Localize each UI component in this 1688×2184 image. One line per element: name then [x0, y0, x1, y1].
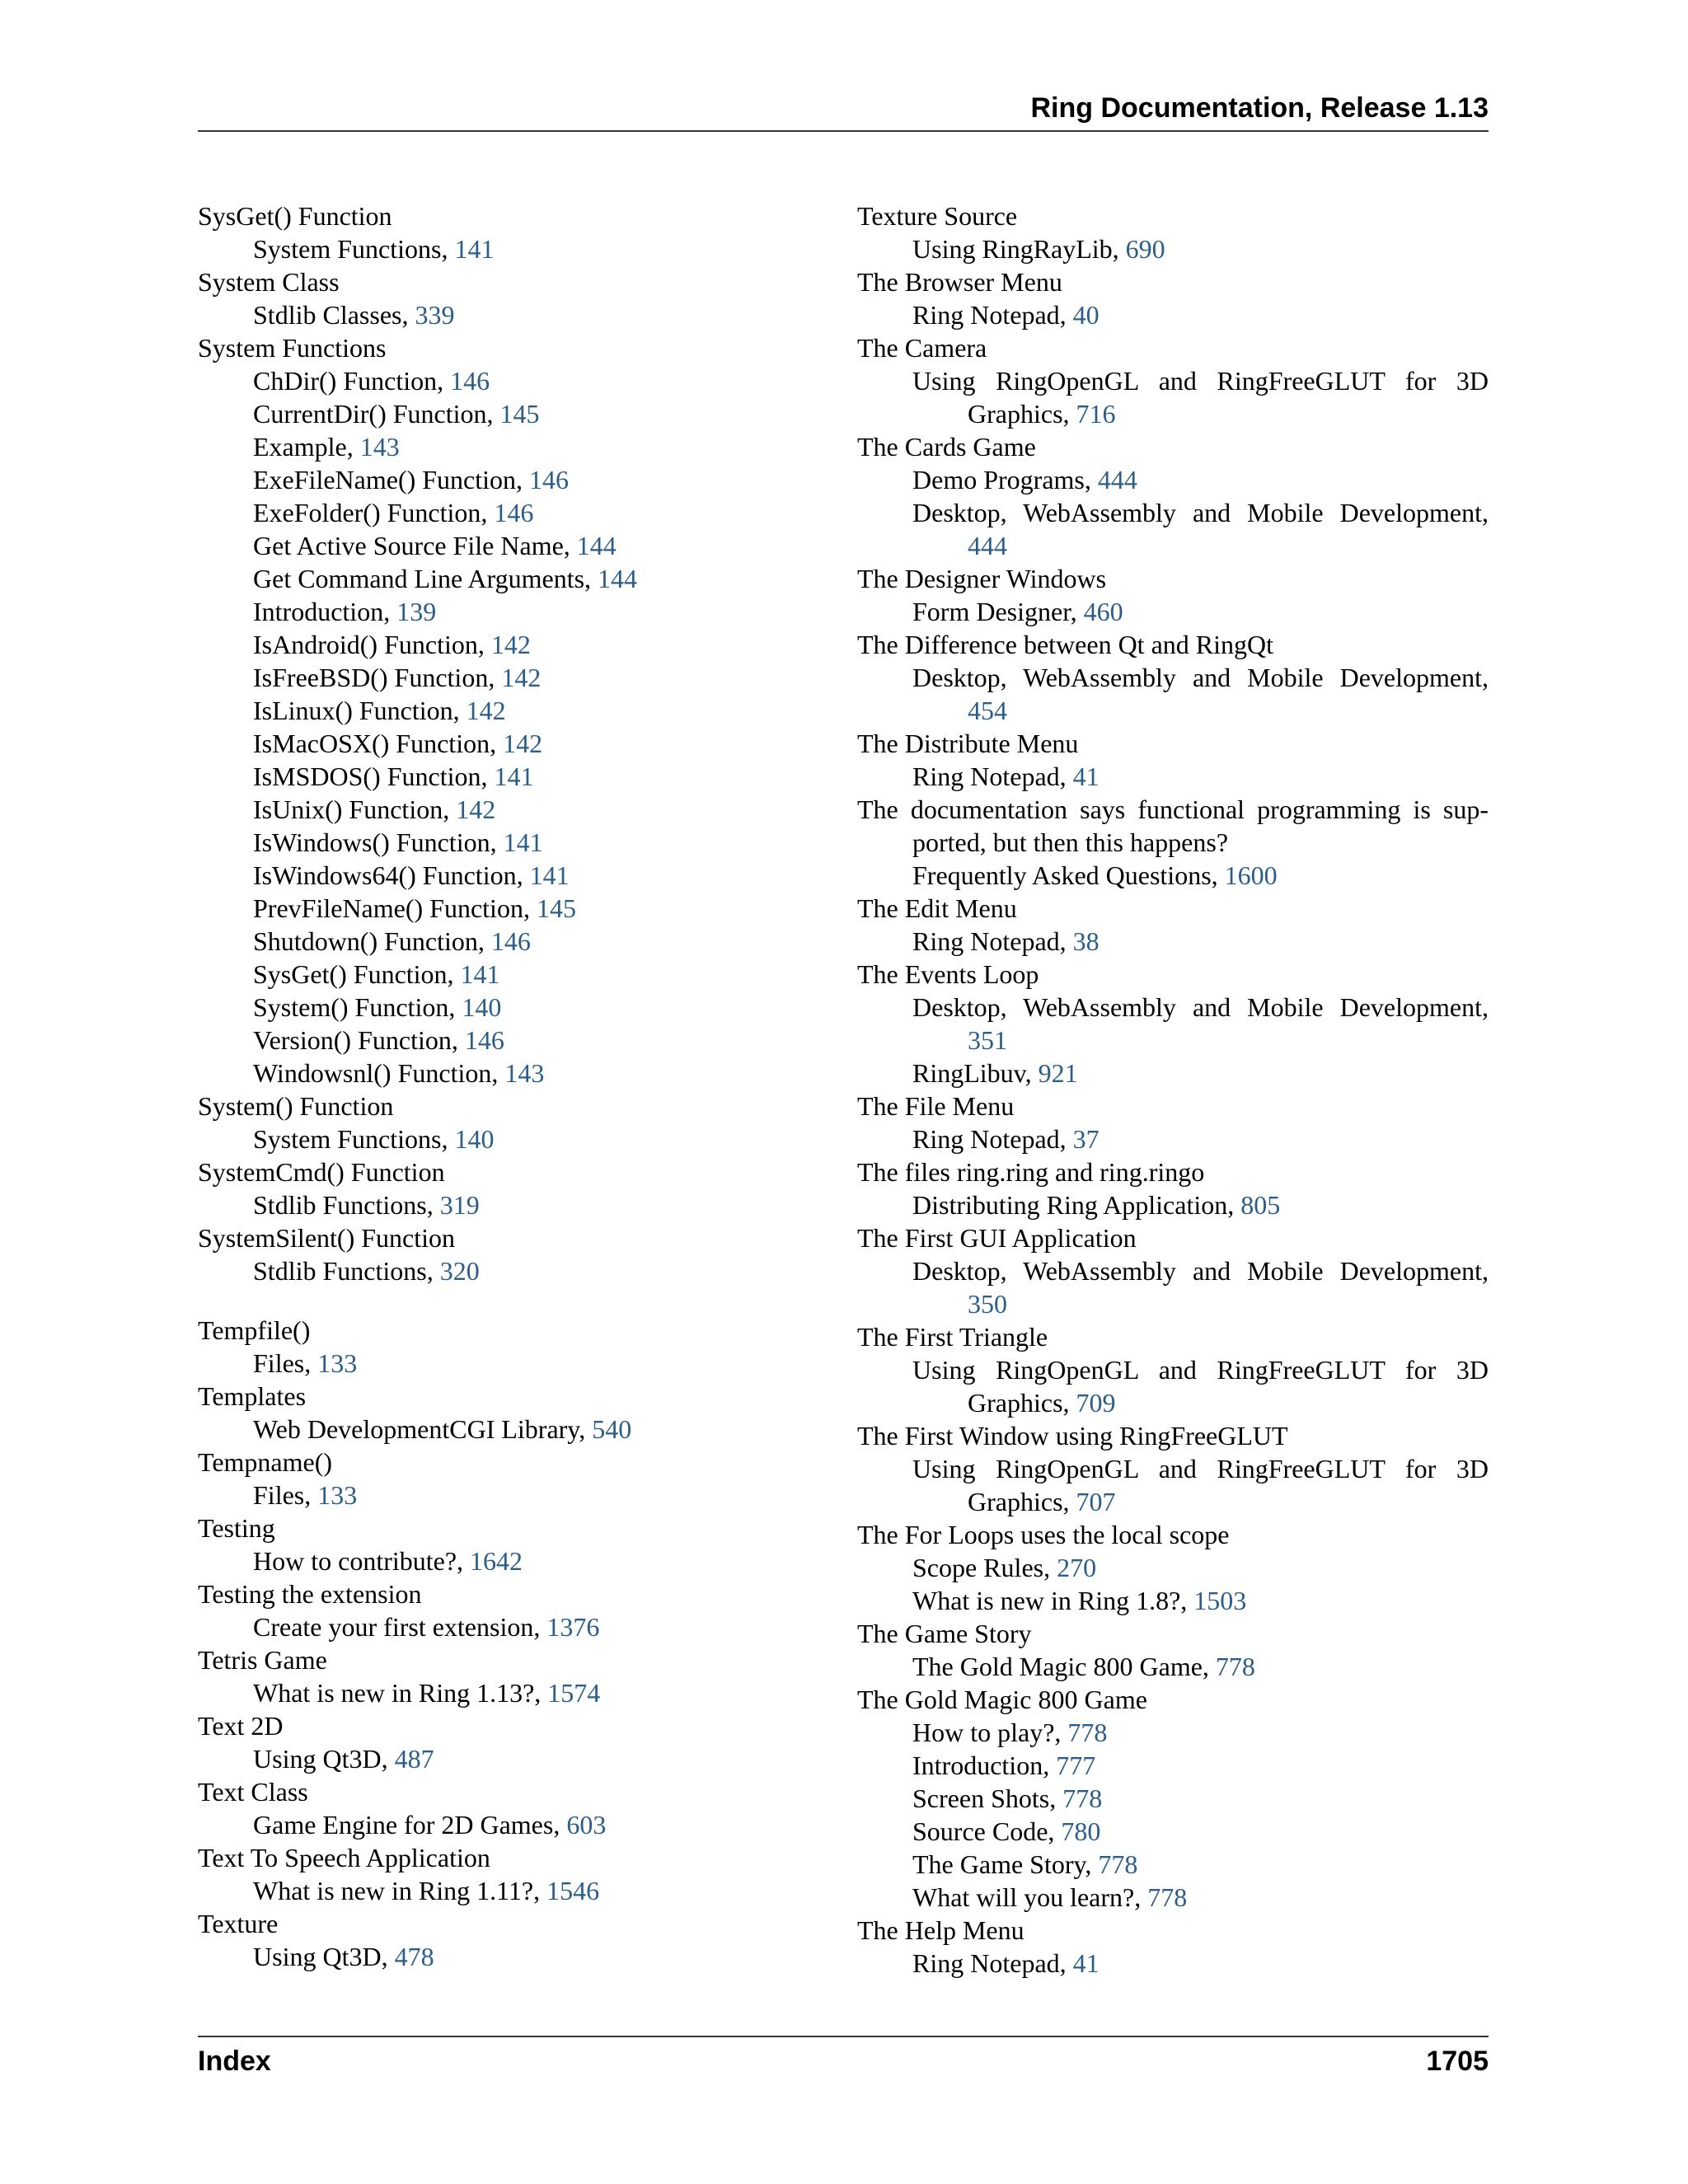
- subentry-label: Shutdown() Function,: [253, 926, 491, 956]
- index-term: SystemCmd() Function: [198, 1157, 445, 1187]
- page-link[interactable]: 709: [1076, 1388, 1116, 1418]
- subentry-label: Frequently Asked Questions,: [912, 860, 1225, 890]
- subentry-label: Source Code,: [912, 1816, 1062, 1846]
- page-link[interactable]: 145: [499, 399, 540, 429]
- page-link[interactable]: 339: [415, 300, 455, 330]
- subentry-label: IsWindows64() Function,: [253, 860, 530, 890]
- index-subentry: [198, 958, 775, 991]
- index-term: Tetris Game: [198, 1645, 327, 1675]
- index-subentry: [198, 1024, 775, 1057]
- subentry-label: Desktop, WebAssembly and Mobile Development,: [912, 663, 1489, 692]
- index-subentry: [198, 1479, 775, 1511]
- index-entry: [857, 793, 1489, 892]
- subentry-label: Using RingOpenGL and RingFreeGLUT for 3D Graphics,: [912, 366, 1489, 429]
- index-entry: [857, 1683, 1489, 1914]
- subentry-label: The Gold Magic 800 Game,: [912, 1652, 1216, 1681]
- index-list-t-continued: [857, 199, 1489, 1980]
- index-entry: [198, 1841, 775, 1907]
- index-subentry: [198, 430, 775, 463]
- page-link[interactable]: 778: [1062, 1783, 1103, 1813]
- index-term: Testing the extension: [198, 1579, 422, 1609]
- index-subentry: [198, 562, 775, 595]
- index-subentry: [857, 1551, 1489, 1584]
- index-subentry: [198, 628, 775, 661]
- subentry-label: Using RingOpenGL and RingFreeGLUT for 3D Graphics,: [912, 1454, 1489, 1516]
- index-entry: [857, 1419, 1489, 1518]
- page-link[interactable]: 146: [490, 926, 531, 956]
- index-entry: [198, 1907, 775, 1973]
- index-subentry: [857, 661, 1489, 727]
- index-term: The Designer Windows: [857, 564, 1107, 593]
- index-entry: [857, 1518, 1489, 1617]
- page-link[interactable]: 140: [462, 992, 502, 1022]
- header-rule: [198, 130, 1489, 132]
- index-term: System() Function: [198, 1091, 394, 1121]
- index-entry: [198, 1314, 775, 1380]
- index-term: The documentation says functional programming is sup-ported, but then this happens?: [857, 794, 1489, 857]
- subentry-label: IsUnix() Function,: [253, 794, 457, 824]
- index-subentry: [198, 1254, 775, 1287]
- subentry-label: ExeFileName() Function,: [253, 465, 530, 494]
- index-term: Text To Speech Application: [198, 1843, 490, 1872]
- page-link[interactable]: 145: [536, 893, 576, 923]
- page-link[interactable]: 41: [1072, 1948, 1100, 1978]
- index-term: The Browser Menu: [857, 267, 1062, 297]
- page-link[interactable]: 143: [359, 432, 400, 462]
- subentry-label: Ring Notepad,: [912, 1124, 1073, 1154]
- letter-group-gap: [198, 1287, 775, 1314]
- index-subentry: [198, 232, 775, 265]
- index-subentry: [198, 1544, 775, 1577]
- index-subentry: [198, 760, 775, 793]
- subentry-label: Demo Programs,: [912, 465, 1098, 494]
- page-link[interactable]: 1546: [546, 1876, 600, 1905]
- page-link[interactable]: 141: [454, 234, 495, 264]
- page-link[interactable]: 460: [1083, 597, 1123, 626]
- subentry-label: Get Active Source File Name,: [253, 531, 577, 560]
- index-subentry: [198, 397, 775, 430]
- page-link[interactable]: 141: [494, 762, 534, 791]
- subentry-label: How to contribute?,: [253, 1546, 471, 1576]
- subentry-label: Ring Notepad,: [912, 926, 1073, 956]
- index-entry: [198, 199, 775, 265]
- index-term: The Edit Menu: [857, 893, 1017, 923]
- page-link[interactable]: 487: [394, 1744, 434, 1774]
- subentry-label: Distributing Ring Application,: [912, 1190, 1241, 1220]
- subentry-label: How to play?,: [912, 1718, 1068, 1747]
- page-link[interactable]: 139: [396, 597, 437, 626]
- subentry-label: Example,: [253, 432, 360, 462]
- index-entry: [857, 1155, 1489, 1221]
- index-entry: [857, 199, 1489, 265]
- page-link[interactable]: 444: [968, 531, 1007, 560]
- page-link[interactable]: 144: [576, 531, 617, 560]
- page-link[interactable]: 320: [439, 1256, 480, 1286]
- index-entry: [857, 1221, 1489, 1320]
- index-subentry: [857, 1947, 1489, 1980]
- page-link[interactable]: 146: [494, 498, 534, 527]
- index-entry: [198, 1709, 775, 1775]
- subentry-label: IsFreeBSD() Function,: [253, 663, 502, 692]
- subentry-label: CurrentDir() Function,: [253, 399, 500, 429]
- index-term: The Help Menu: [857, 1915, 1025, 1945]
- index-term: Tempname(): [198, 1447, 333, 1477]
- subentry-label: What is new in Ring 1.13?,: [253, 1678, 548, 1708]
- index-subentry: [198, 991, 775, 1024]
- page-link[interactable]: 777: [1056, 1750, 1096, 1780]
- page-link[interactable]: 270: [1057, 1553, 1097, 1582]
- subentry-label: IsMSDOS() Function,: [253, 762, 495, 791]
- index-term: Text Class: [198, 1777, 308, 1807]
- index-term: The Gold Magic 800 Game: [857, 1685, 1147, 1714]
- index-subentry: [857, 760, 1489, 793]
- index-subentry: [857, 463, 1489, 496]
- page-link[interactable]: 319: [439, 1190, 480, 1220]
- index-term: The First Triangle: [857, 1322, 1048, 1352]
- page-link[interactable]: 141: [503, 827, 543, 857]
- index-term: SysGet() Function: [198, 201, 392, 231]
- page-link[interactable]: 1642: [470, 1546, 523, 1576]
- subentry-label: Using RingRayLib,: [912, 234, 1126, 264]
- index-term: System Class: [198, 267, 340, 297]
- page-link[interactable]: 778: [1067, 1718, 1108, 1747]
- index-subentry: [857, 1353, 1489, 1419]
- subentry-label: Windowsnl() Function,: [253, 1058, 505, 1088]
- index-entry: [857, 1914, 1489, 1980]
- index-subentry: [857, 925, 1489, 958]
- page-link[interactable]: 140: [454, 1124, 495, 1154]
- page-link[interactable]: 1574: [547, 1678, 601, 1708]
- index-term: The First Window using RingFreeGLUT: [857, 1421, 1288, 1451]
- subentry-label: Desktop, WebAssembly and Mobile Development,: [912, 992, 1489, 1022]
- index-entry: [857, 628, 1489, 727]
- index-entry: [198, 1511, 775, 1577]
- index-subentry: [857, 1848, 1489, 1881]
- index-subentry: [198, 1188, 775, 1221]
- subentry-label: PrevFileName() Function,: [253, 893, 537, 923]
- page-link[interactable]: 143: [504, 1058, 545, 1088]
- index-entry: [198, 1155, 775, 1221]
- index-subentry: [857, 298, 1489, 331]
- subentry-label: System Functions,: [253, 1124, 455, 1154]
- index-subentry: [198, 661, 775, 694]
- index-column-left: [198, 199, 775, 1973]
- subentry-label: Files,: [253, 1480, 318, 1510]
- index-subentry: [198, 529, 775, 562]
- index-term: The For Loops uses the local scope: [857, 1520, 1230, 1549]
- index-term: The First GUI Application: [857, 1223, 1137, 1253]
- index-subentry: [198, 1057, 775, 1090]
- index-subentry: [198, 1808, 775, 1841]
- page-link[interactable]: 146: [529, 465, 570, 494]
- index-term: The Game Story: [857, 1619, 1032, 1648]
- page-link[interactable]: 778: [1147, 1882, 1188, 1912]
- page-number: 1705: [1426, 2046, 1489, 2077]
- page-link[interactable]: 146: [464, 1025, 504, 1055]
- subentry-label: What is new in Ring 1.8?,: [912, 1586, 1194, 1615]
- subentry-label: Introduction,: [253, 597, 397, 626]
- subentry-label: System Functions,: [253, 234, 455, 264]
- page-link[interactable]: 144: [598, 564, 638, 593]
- running-header: Ring Documentation, Release 1.13: [1030, 92, 1489, 124]
- page-link[interactable]: 716: [1076, 399, 1116, 429]
- index-subentry: [857, 1584, 1489, 1617]
- page-link[interactable]: 690: [1125, 234, 1165, 264]
- page-link[interactable]: 603: [566, 1810, 607, 1840]
- index-entry: [198, 331, 775, 1090]
- subentry-label: Get Command Line Arguments,: [253, 564, 598, 593]
- index-subentry: [198, 1347, 775, 1380]
- page-link[interactable]: 444: [1097, 465, 1137, 494]
- page-link[interactable]: 142: [456, 794, 496, 824]
- page-link[interactable]: 780: [1061, 1816, 1101, 1846]
- subentry-label: Web DevelopmentCGI Library,: [253, 1414, 593, 1444]
- index-subentry: [857, 1815, 1489, 1848]
- page-link[interactable]: 454: [968, 696, 1007, 725]
- page-link[interactable]: 921: [1038, 1058, 1078, 1088]
- index-subentry: [198, 925, 775, 958]
- index-term: Templates: [198, 1381, 307, 1411]
- index-term: The File Menu: [857, 1091, 1015, 1121]
- page-link[interactable]: 805: [1240, 1190, 1281, 1220]
- index-entry: [857, 892, 1489, 958]
- index-subentry: [198, 892, 775, 925]
- subentry-label: Ring Notepad,: [912, 300, 1073, 330]
- page-link[interactable]: 40: [1072, 300, 1100, 330]
- index-column-right: [857, 199, 1489, 1980]
- index-subentry: [857, 1452, 1489, 1518]
- index-subentry: [198, 694, 775, 727]
- index-term: SystemSilent() Function: [198, 1223, 455, 1253]
- page-link[interactable]: 350: [968, 1289, 1007, 1319]
- page-link[interactable]: 540: [592, 1414, 632, 1444]
- index-term: The Cards Game: [857, 432, 1036, 462]
- subentry-label: System() Function,: [253, 992, 462, 1022]
- index-subentry: [198, 826, 775, 859]
- subentry-label: Introduction,: [912, 1750, 1057, 1780]
- index-entry: [857, 430, 1489, 562]
- index-entry: [198, 1643, 775, 1709]
- index-subentry: [198, 1742, 775, 1775]
- index-subentry: [198, 1940, 775, 1973]
- subentry-label: Stdlib Functions,: [253, 1190, 440, 1220]
- page-link[interactable]: 141: [529, 860, 570, 890]
- page-link[interactable]: 146: [450, 366, 490, 396]
- index-entry: [198, 1446, 775, 1511]
- page-link[interactable]: 133: [317, 1480, 358, 1510]
- index-subentry: [198, 859, 775, 892]
- index-subentry: [198, 1874, 775, 1907]
- page-link[interactable]: 142: [490, 630, 531, 659]
- subentry-label: ExeFolder() Function,: [253, 498, 495, 527]
- index-entry: [857, 1617, 1489, 1683]
- subentry-label: Screen Shots,: [912, 1783, 1063, 1813]
- index-term: The files ring.ring and ring.ringo: [857, 1157, 1205, 1187]
- index-entry: [857, 265, 1489, 331]
- index-entry: [857, 958, 1489, 1090]
- subentry-label: Ring Notepad,: [912, 1948, 1073, 1978]
- index-subentry: [857, 1782, 1489, 1815]
- index-entry: [857, 331, 1489, 430]
- index-entry: [857, 1090, 1489, 1155]
- index-term: Texture Source: [857, 201, 1018, 231]
- page-link[interactable]: 707: [1076, 1487, 1116, 1516]
- subentry-label: What is new in Ring 1.11?,: [253, 1876, 547, 1905]
- index-subentry: [198, 595, 775, 628]
- index-entry: [857, 562, 1489, 628]
- subentry-label: IsWindows() Function,: [253, 827, 504, 857]
- index-subentry: [198, 1122, 775, 1155]
- page-link[interactable]: 142: [503, 729, 543, 758]
- subentry-label: Using Qt3D,: [253, 1744, 395, 1774]
- page-link[interactable]: 142: [466, 696, 506, 725]
- footer-section-label: Index: [198, 2046, 271, 2077]
- index-subentry: [857, 364, 1489, 430]
- index-subentry: [198, 727, 775, 760]
- index-subentry: [198, 496, 775, 529]
- footer-rule: [198, 2036, 1489, 2037]
- index-entry: [198, 1221, 775, 1287]
- index-term: Text 2D: [198, 1711, 284, 1741]
- index-entry: [198, 1775, 775, 1841]
- index-subentry: [857, 1749, 1489, 1782]
- index-subentry: [857, 991, 1489, 1057]
- subentry-label: The Game Story,: [912, 1849, 1099, 1879]
- page-link[interactable]: 351: [968, 1025, 1007, 1055]
- subentry-label: Ring Notepad,: [912, 762, 1073, 791]
- index-list-t: [198, 1314, 775, 1973]
- page-link[interactable]: 778: [1215, 1652, 1255, 1681]
- page-link[interactable]: 37: [1072, 1124, 1100, 1154]
- subentry-label: What will you learn?,: [912, 1882, 1148, 1912]
- subentry-label: IsAndroid() Function,: [253, 630, 491, 659]
- subentry-label: ChDir() Function,: [253, 366, 451, 396]
- subentry-label: Stdlib Functions,: [253, 1256, 440, 1286]
- page-link[interactable]: 478: [394, 1942, 434, 1971]
- page-link[interactable]: 41: [1072, 762, 1100, 791]
- index-entry: [857, 727, 1489, 793]
- subentry-label: Form Designer,: [912, 597, 1084, 626]
- index-subentry: [857, 496, 1489, 562]
- index-list-s: [198, 199, 775, 1287]
- index-term: Testing: [198, 1513, 275, 1543]
- index-subentry: [857, 1122, 1489, 1155]
- index-subentry: [857, 859, 1489, 892]
- index-term: The Camera: [857, 333, 987, 363]
- page-link[interactable]: 1600: [1224, 860, 1278, 890]
- subentry-label: Using Qt3D,: [253, 1942, 395, 1971]
- index-subentry: [198, 1610, 775, 1643]
- index-subentry: [198, 364, 775, 397]
- index-term: Texture: [198, 1909, 279, 1938]
- index-term: Tempfile(): [198, 1315, 311, 1345]
- index-subentry: [857, 1716, 1489, 1749]
- index-subentry: [198, 793, 775, 826]
- page-link[interactable]: 778: [1098, 1849, 1138, 1879]
- subentry-label: RingLibuv,: [912, 1058, 1039, 1088]
- subentry-label: Create your first extension,: [253, 1612, 547, 1642]
- page-link[interactable]: 38: [1072, 926, 1100, 956]
- index-subentry: [857, 1057, 1489, 1090]
- index-entry: [198, 1090, 775, 1155]
- subentry-label: Files,: [253, 1348, 318, 1378]
- index-entry: [198, 265, 775, 331]
- index-subentry: [198, 463, 775, 496]
- page-link[interactable]: 133: [317, 1348, 358, 1378]
- index-subentry: [857, 1881, 1489, 1914]
- index-subentry: [198, 1676, 775, 1709]
- subentry-label: IsMacOSX() Function,: [253, 729, 504, 758]
- index-term: The Distribute Menu: [857, 729, 1079, 758]
- index-entry: [198, 1380, 775, 1446]
- subentry-label: IsLinux() Function,: [253, 696, 467, 725]
- subentry-label: Stdlib Classes,: [253, 300, 415, 330]
- index-term: System Functions: [198, 333, 387, 363]
- page-link[interactable]: 1376: [546, 1612, 600, 1642]
- subentry-label: SysGet() Function,: [253, 959, 461, 989]
- index-term: The Difference between Qt and RingQt: [857, 630, 1273, 659]
- index-entry: [857, 1320, 1489, 1419]
- subentry-label: Version() Function,: [253, 1025, 465, 1055]
- page-link[interactable]: 1503: [1193, 1586, 1247, 1615]
- page-link[interactable]: 142: [501, 663, 542, 692]
- subentry-label: Desktop, WebAssembly and Mobile Development,: [912, 498, 1489, 527]
- index-subentry: [198, 298, 775, 331]
- index-subentry: [857, 232, 1489, 265]
- index-term: The Events Loop: [857, 959, 1039, 989]
- index-entry: [198, 1577, 775, 1643]
- index-subentry: [857, 1650, 1489, 1683]
- page-link[interactable]: 141: [460, 959, 500, 989]
- index-subentry: [857, 595, 1489, 628]
- subentry-label: Using RingOpenGL and RingFreeGLUT for 3D Graphics,: [912, 1355, 1489, 1418]
- index-subentry: [198, 1413, 775, 1446]
- subentry-label: Scope Rules,: [912, 1553, 1057, 1582]
- index-subentry: [857, 1254, 1489, 1320]
- subentry-label: Desktop, WebAssembly and Mobile Development,: [912, 1256, 1489, 1286]
- index-subentry: [857, 1188, 1489, 1221]
- subentry-label: Game Engine for 2D Games,: [253, 1810, 567, 1840]
